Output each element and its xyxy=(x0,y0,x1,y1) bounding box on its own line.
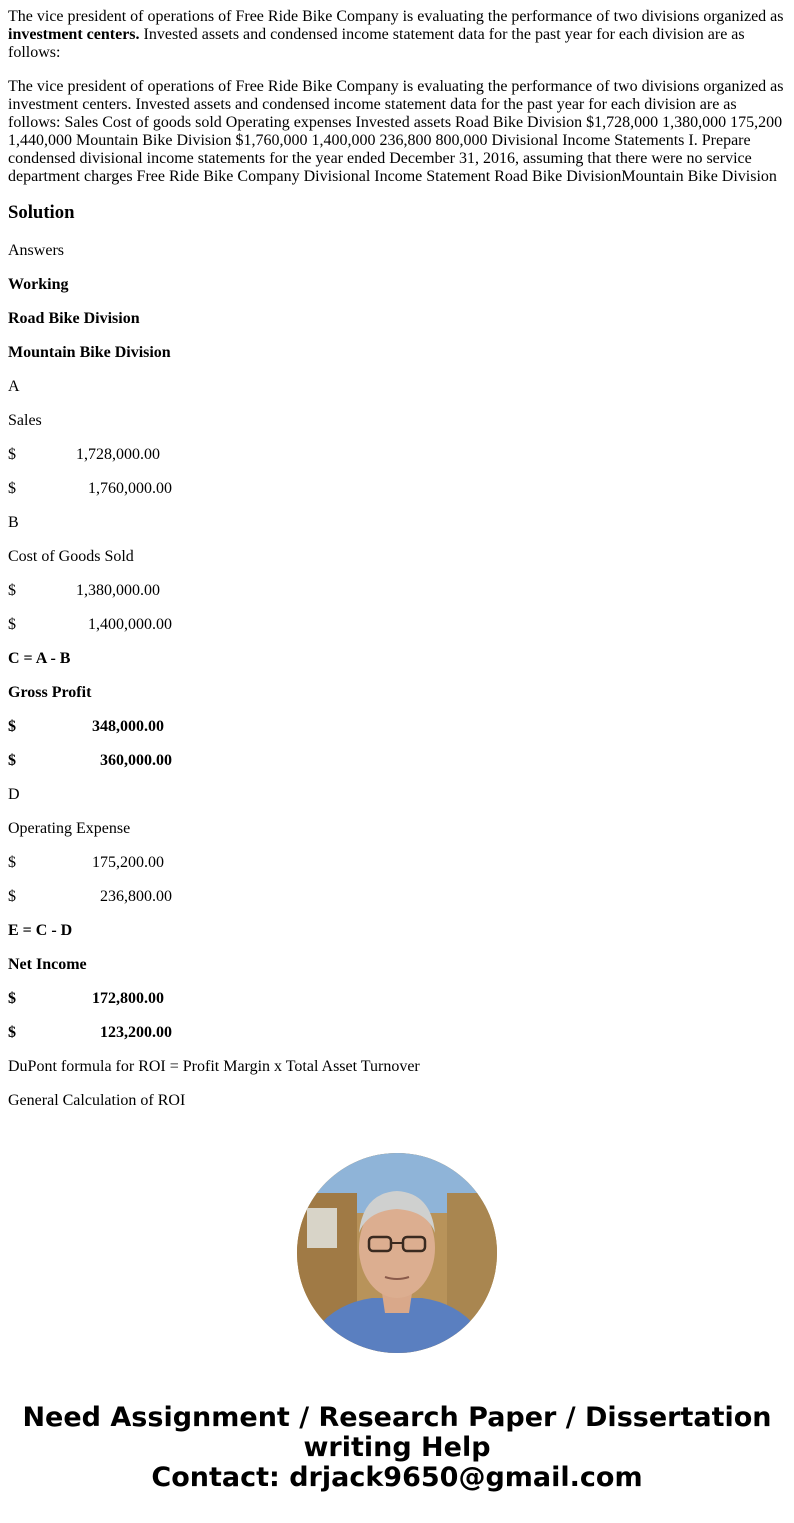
question-paragraph: The vice president of operations of Free Ride Bike Company is evaluating the performance of two divisions organized as investment centers. Invested assets and condensed income statement data for the past year for each division are as follows: Sales Cost of goods sold Operating expenses Invested assets Road Bike Division $1,728,000 1,380,000 175,200 1,440,000 Mountain Bike Division $1,760,000 1,400,000 236,800 800,000 Divisional Income Statements I. Prepare condensed divisional income statements for the year ended December 31, 2016, assuming that there were no service department charges Free Ride Bike Company Divisional Income Statement Road Bike DivisionMountain Bike Division xyxy=(8,78,784,185)
solution-line: D xyxy=(8,786,20,803)
solution-line: A xyxy=(8,378,20,395)
intro-text-start: The vice president of operations of Free Ride Bike Company is evaluating the performance of two divisions organized as xyxy=(8,8,784,25)
solution-line: Cost of Goods Sold xyxy=(8,548,134,565)
solution-line: Road Bike Division xyxy=(8,310,140,327)
author-photo xyxy=(297,1153,497,1353)
solution-line: $ 348,000.00 xyxy=(8,718,164,735)
intro-paragraph xyxy=(8,8,786,62)
solution-line: $ 172,800.00 xyxy=(8,990,164,1007)
solution-line: Operating Expense xyxy=(8,820,131,837)
solution-line: $ 360,000.00 xyxy=(8,752,172,769)
solution-line: Sales xyxy=(8,412,42,429)
solution-line: Answers xyxy=(8,242,64,259)
intro-text-end: Invested assets and condensed income statement data for the past year for each division are as follows: xyxy=(8,26,745,61)
solution-heading: Solution xyxy=(8,202,75,223)
solution-line: Gross Profit xyxy=(8,684,92,701)
solution-line: $ 175,200.00 xyxy=(8,854,164,871)
footer-promo xyxy=(0,1403,794,1493)
author-avatar xyxy=(297,1153,497,1353)
solution-line: $ 1,728,000.00 xyxy=(8,446,160,463)
solution-line: DuPont formula for ROI = Profit Margin x Total Asset Turnover xyxy=(8,1058,420,1075)
solution-lines xyxy=(8,242,786,1110)
solution-line: $ 1,400,000.00 xyxy=(8,616,172,633)
solution-line: C = A - B xyxy=(8,650,71,667)
solution-line: Mountain Bike Division xyxy=(8,344,171,361)
solution-line: B xyxy=(8,514,19,531)
solution-line: Net Income xyxy=(8,956,87,973)
intro-bold-term: investment centers. xyxy=(8,26,140,43)
footer-line-1: Need Assignment / Research Paper / Dissertation xyxy=(22,1402,772,1433)
solution-line: $ 236,800.00 xyxy=(8,888,172,905)
footer-line-2: writing Help xyxy=(303,1432,491,1463)
solution-line: Working xyxy=(8,276,69,293)
solution-line: E = C - D xyxy=(8,922,73,939)
solution-line: $ 1,380,000.00 xyxy=(8,582,160,599)
footer-contact: Contact: drjack9650@gmail.com xyxy=(151,1462,643,1493)
solution-line: $ 123,200.00 xyxy=(8,1024,172,1041)
solution-line: $ 1,760,000.00 xyxy=(8,480,172,497)
solution-line: General Calculation of ROI xyxy=(8,1092,186,1109)
